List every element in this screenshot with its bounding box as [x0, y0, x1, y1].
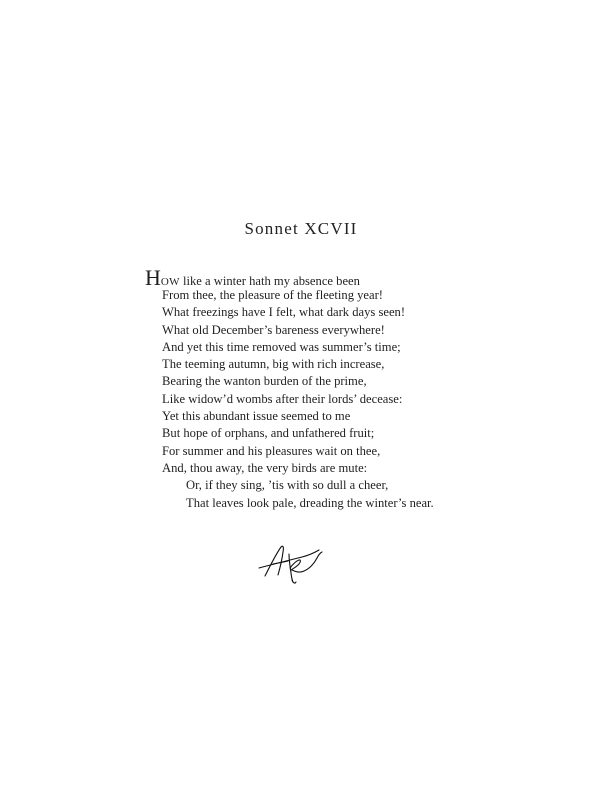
first-line-text: like a winter hath my absence been [179, 274, 360, 288]
poem-line: For summer and his pleasures wait on thee, [162, 443, 381, 458]
poem-title: Sonnet XCVII [244, 219, 358, 238]
drop-cap: H [145, 265, 161, 290]
poem-line: What old December’s bareness everywhere! [162, 322, 385, 337]
poem-line: But hope of orphans, and unfathered fruit; [162, 426, 375, 441]
small-caps-text: OW [160, 276, 180, 288]
poem-line: From thee, the pleasure of the fleeting year! [162, 288, 383, 302]
poem-line: And yet this time removed was summer’s time; [162, 339, 401, 354]
poem-line: Bearing the wanton burden of the prime, [162, 374, 367, 389]
poem-line: And, thou away, the very birds are mute: [162, 460, 368, 475]
poem-line: Yet this abundant issue seemed to me [162, 409, 351, 424]
poem-line: The teeming autumn, big with rich increase, [162, 357, 385, 372]
poem-line: Like widow’d wombs after their lords’ decease: [162, 391, 403, 406]
couplet-line: That leaves look pale, dreading the winter’s near. [186, 495, 434, 510]
couplet-line: Or, if they sing, ’tis with so dull a cheer, [186, 478, 389, 493]
poem-body [145, 265, 585, 512]
poem-line: What freezings have I felt, what dark days seen! [162, 305, 406, 320]
signature-icon [256, 542, 328, 586]
poem-line-first [145, 265, 585, 290]
